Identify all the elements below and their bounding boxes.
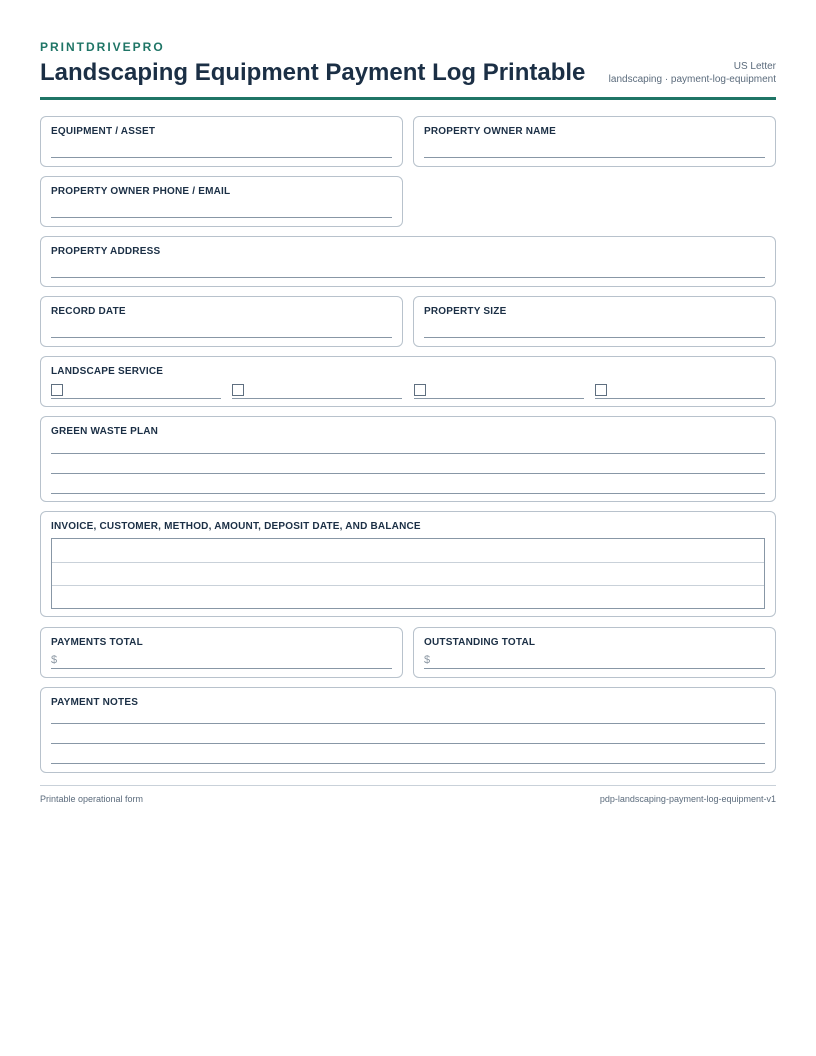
payment-table-label: INVOICE, CUSTOMER, METHOD, AMOUNT, DEPOSIT DATE, AND BALANCE xyxy=(51,521,421,532)
green-waste-plan-line-3[interactable] xyxy=(51,493,765,494)
property-owner-contact-line[interactable] xyxy=(51,217,392,218)
service-option-3-checkbox[interactable] xyxy=(414,384,426,396)
payments-total-field[interactable] xyxy=(40,627,403,678)
footer-form-id: pdp-landscaping-payment-log-equipment-v1 xyxy=(599,794,776,804)
outstanding-total-currency: $ xyxy=(424,654,431,666)
property-address-line[interactable] xyxy=(51,277,765,278)
service-option-1-line[interactable] xyxy=(51,398,221,399)
payment-table xyxy=(51,538,765,609)
payment-notes-label: PAYMENT NOTES xyxy=(51,697,139,708)
service-option-3-line[interactable] xyxy=(414,398,584,399)
outstanding-total-label: OUTSTANDING TOTAL xyxy=(424,637,536,648)
document-meta xyxy=(609,60,776,86)
outstanding-total-field[interactable] xyxy=(413,627,776,678)
record-date-field[interactable] xyxy=(40,296,403,347)
property-size-label: PROPERTY SIZE xyxy=(424,306,507,317)
payments-total-label: PAYMENTS TOTAL xyxy=(51,637,143,648)
document-tags: landscaping · payment-log-equipment xyxy=(608,74,776,85)
footer-description: Printable operational form xyxy=(40,794,144,804)
service-option-4-line[interactable] xyxy=(595,398,765,399)
green-waste-plan-field[interactable] xyxy=(40,416,776,502)
equipment-asset-field[interactable] xyxy=(40,116,403,167)
payments-total-currency: $ xyxy=(51,654,58,666)
service-option-1-checkbox[interactable] xyxy=(51,384,63,396)
property-owner-name-field[interactable] xyxy=(413,116,776,167)
property-owner-contact-field[interactable] xyxy=(40,176,403,227)
service-option-2-line[interactable] xyxy=(232,398,402,399)
table-row[interactable] xyxy=(52,585,764,608)
property-size-field[interactable] xyxy=(413,296,776,347)
footer-rule xyxy=(40,785,776,786)
payment-notes-line-1[interactable] xyxy=(51,723,765,724)
record-date-line[interactable] xyxy=(51,337,392,338)
payment-table-section xyxy=(40,511,776,617)
header-rule xyxy=(40,97,776,100)
payments-total-line[interactable] xyxy=(51,668,392,669)
equipment-asset-line[interactable] xyxy=(51,157,392,158)
table-row[interactable] xyxy=(52,539,764,562)
paper-size: US Letter xyxy=(733,61,776,72)
payment-notes-line-2[interactable] xyxy=(51,743,765,744)
service-option-4-checkbox[interactable] xyxy=(595,384,607,396)
equipment-asset-label: EQUIPMENT / ASSET xyxy=(51,126,156,137)
payment-notes-line-3[interactable] xyxy=(51,763,765,764)
brand-name: PRINTDRIVEPRO xyxy=(40,40,165,54)
property-address-label: PROPERTY ADDRESS xyxy=(51,246,161,257)
payment-notes-field[interactable] xyxy=(40,687,776,773)
landscape-service-field xyxy=(40,356,776,407)
record-date-label: RECORD DATE xyxy=(51,306,126,317)
property-size-line[interactable] xyxy=(424,337,765,338)
property-owner-contact-label: PROPERTY OWNER PHONE / EMAIL xyxy=(51,186,231,197)
property-owner-name-label: PROPERTY OWNER NAME xyxy=(424,126,556,137)
table-row[interactable] xyxy=(52,562,764,585)
property-owner-name-line[interactable] xyxy=(424,157,765,158)
page-title: Landscaping Equipment Payment Log Printable xyxy=(40,59,586,86)
green-waste-plan-label: GREEN WASTE PLAN xyxy=(51,426,159,437)
landscape-service-label: LANDSCAPE SERVICE xyxy=(51,366,164,377)
outstanding-total-line[interactable] xyxy=(424,668,765,669)
green-waste-plan-line-1[interactable] xyxy=(51,453,765,454)
service-option-2-checkbox[interactable] xyxy=(232,384,244,396)
green-waste-plan-line-2[interactable] xyxy=(51,473,765,474)
property-address-field[interactable] xyxy=(40,236,776,287)
